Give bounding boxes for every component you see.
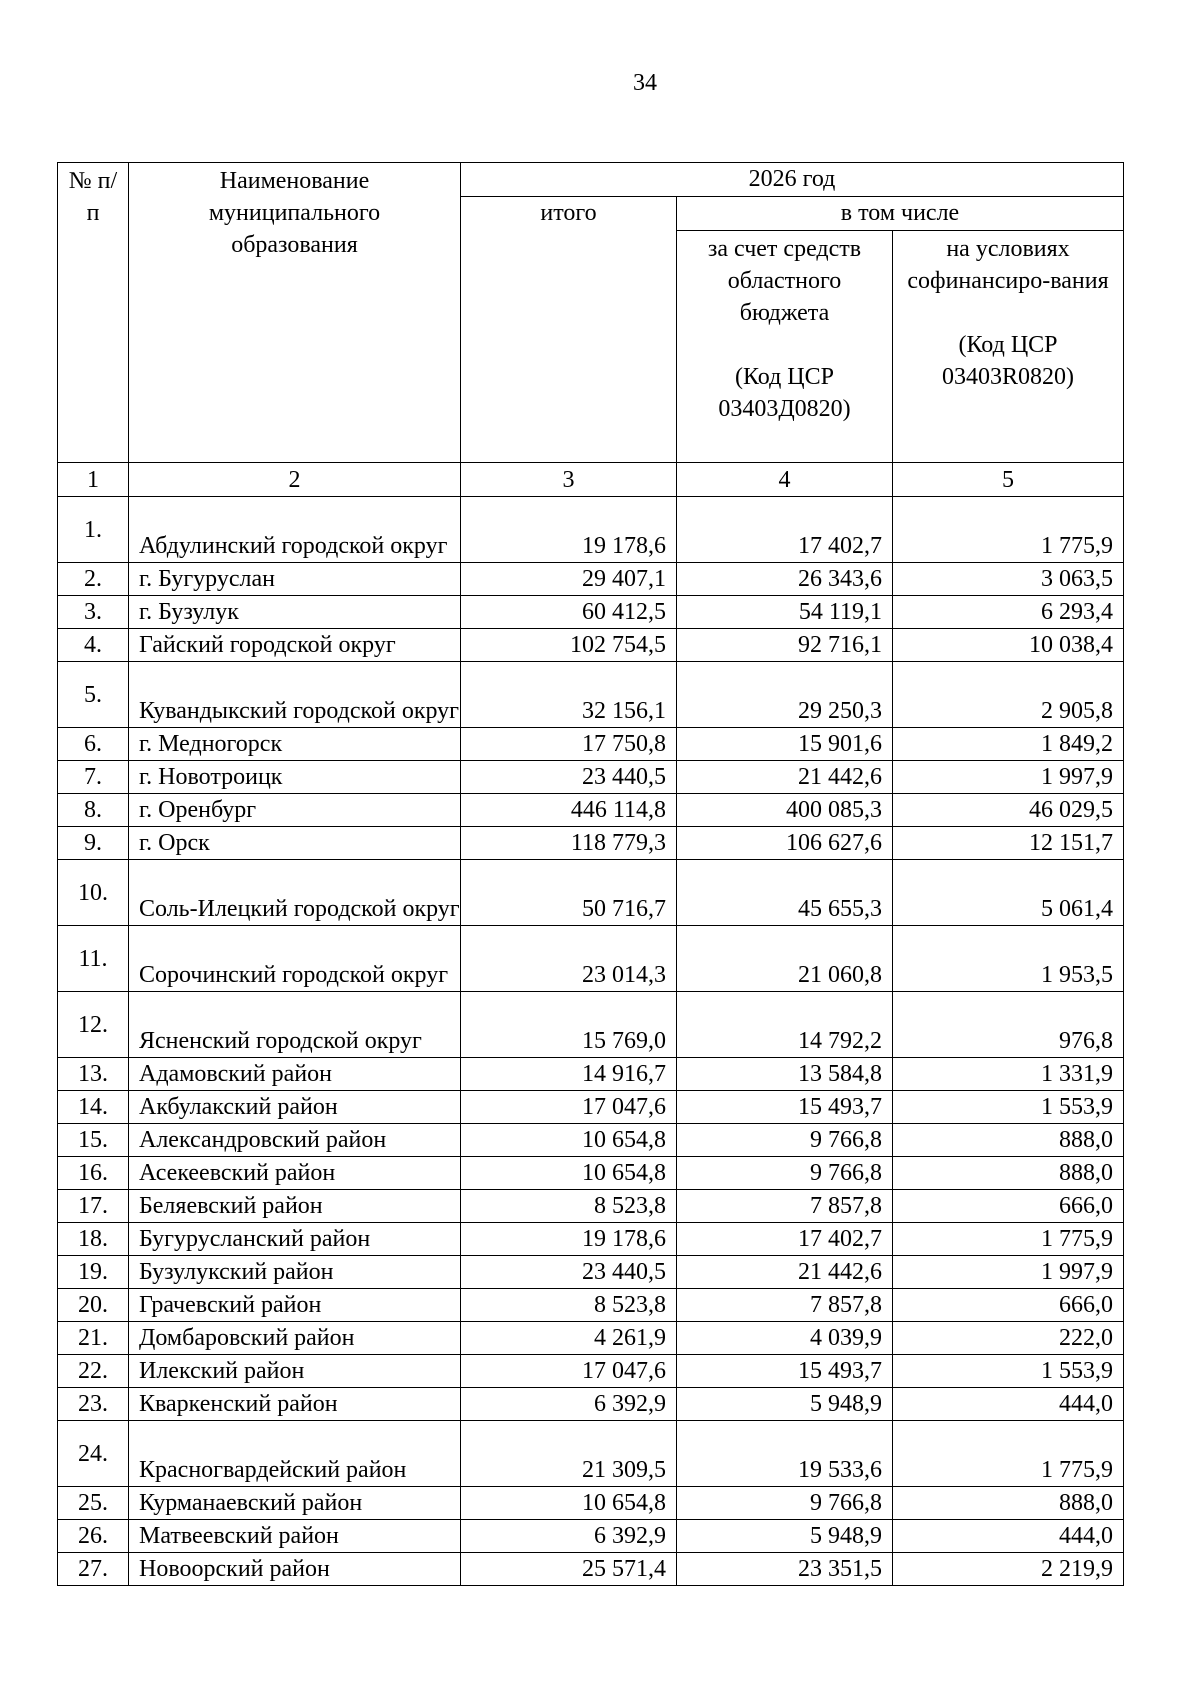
cofinancing-value: 1 849,2 [893, 728, 1124, 761]
total-value: 25 571,4 [461, 1553, 677, 1586]
header-no: № п/п [58, 163, 129, 463]
table-row [58, 1124, 1124, 1157]
row-number: 22. [58, 1355, 129, 1388]
row-number: 6. [58, 728, 129, 761]
municipality-name: Ясненский городской округ [129, 992, 461, 1058]
cofinancing-value: 888,0 [893, 1124, 1124, 1157]
municipality-name: Бугурусланский район [129, 1223, 461, 1256]
total-value: 17 750,8 [461, 728, 677, 761]
cofinancing-value: 46 029,5 [893, 794, 1124, 827]
table-row [58, 662, 1124, 728]
regional-budget-value: 9 766,8 [677, 1124, 893, 1157]
regional-budget-value: 5 948,9 [677, 1520, 893, 1553]
regional-budget-value: 13 584,8 [677, 1058, 893, 1091]
total-value: 17 047,6 [461, 1091, 677, 1124]
municipality-name: Грачевский район [129, 1289, 461, 1322]
table-row [58, 596, 1124, 629]
regional-budget-value: 9 766,8 [677, 1157, 893, 1190]
regional-budget-value: 17 402,7 [677, 1223, 893, 1256]
total-value: 23 014,3 [461, 926, 677, 992]
cofinancing-value: 666,0 [893, 1190, 1124, 1223]
total-value: 60 412,5 [461, 596, 677, 629]
municipality-name: Соль-Илецкий городской округ [129, 860, 461, 926]
row-number: 2. [58, 563, 129, 596]
total-value: 32 156,1 [461, 662, 677, 728]
row-number: 20. [58, 1289, 129, 1322]
municipality-name: г. Медногорск [129, 728, 461, 761]
header-including: в том числе [677, 197, 1124, 231]
header-year: 2026 год [461, 163, 1124, 197]
total-value: 6 392,9 [461, 1520, 677, 1553]
cofinancing-value: 444,0 [893, 1388, 1124, 1421]
total-value: 19 178,6 [461, 497, 677, 563]
regional-budget-value: 54 119,1 [677, 596, 893, 629]
row-number: 25. [58, 1487, 129, 1520]
page-number: 34 [633, 70, 657, 96]
column-number: 4 [677, 463, 893, 497]
budget-table [57, 162, 1124, 1586]
row-number: 4. [58, 629, 129, 662]
regional-budget-value: 15 493,7 [677, 1355, 893, 1388]
cofinancing-value: 444,0 [893, 1520, 1124, 1553]
table-row [58, 761, 1124, 794]
total-value: 446 114,8 [461, 794, 677, 827]
row-number: 19. [58, 1256, 129, 1289]
municipality-name: Сорочинский городской округ [129, 926, 461, 992]
row-number: 9. [58, 827, 129, 860]
cofinancing-value: 1 331,9 [893, 1058, 1124, 1091]
regional-budget-value: 19 533,6 [677, 1421, 893, 1487]
table-row [58, 1487, 1124, 1520]
table-row [58, 1322, 1124, 1355]
table-row [58, 1058, 1124, 1091]
table-row [58, 1553, 1124, 1586]
municipality-name: Домбаровский район [129, 1322, 461, 1355]
row-number: 11. [58, 926, 129, 992]
total-value: 8 523,8 [461, 1289, 677, 1322]
header-regional-code: (Код ЦСР 03403Д0820) [718, 364, 851, 422]
regional-budget-value: 9 766,8 [677, 1487, 893, 1520]
cofinancing-value: 5 061,4 [893, 860, 1124, 926]
table-row [58, 794, 1124, 827]
row-number: 5. [58, 662, 129, 728]
total-value: 6 392,9 [461, 1388, 677, 1421]
table-row [58, 728, 1124, 761]
header-regional [677, 231, 893, 463]
regional-budget-value: 21 060,8 [677, 926, 893, 992]
row-number: 3. [58, 596, 129, 629]
total-value: 14 916,7 [461, 1058, 677, 1091]
regional-budget-value: 14 792,2 [677, 992, 893, 1058]
cofinancing-value: 2 905,8 [893, 662, 1124, 728]
cofinancing-value: 3 063,5 [893, 563, 1124, 596]
table-row [58, 827, 1124, 860]
regional-budget-value: 26 343,6 [677, 563, 893, 596]
column-number: 1 [58, 463, 129, 497]
table-row [58, 1421, 1124, 1487]
cofinancing-value: 1 775,9 [893, 497, 1124, 563]
row-number: 18. [58, 1223, 129, 1256]
total-value: 23 440,5 [461, 761, 677, 794]
table-row [58, 497, 1124, 563]
cofinancing-value: 1 997,9 [893, 1256, 1124, 1289]
header-name: Наименование муниципального образования [129, 163, 461, 463]
row-number: 10. [58, 860, 129, 926]
municipality-name: Кваркенский район [129, 1388, 461, 1421]
municipality-name: Кувандыкский городской округ [129, 662, 461, 728]
row-number: 23. [58, 1388, 129, 1421]
municipality-name: г. Бугуруслан [129, 563, 461, 596]
municipality-name: Гайский городской округ [129, 629, 461, 662]
table-row [58, 1223, 1124, 1256]
municipality-name: Акбулакский район [129, 1091, 461, 1124]
total-value: 21 309,5 [461, 1421, 677, 1487]
header-cofin [893, 231, 1124, 463]
table-row [58, 992, 1124, 1058]
regional-budget-value: 15 901,6 [677, 728, 893, 761]
total-value: 23 440,5 [461, 1256, 677, 1289]
row-number: 1. [58, 497, 129, 563]
regional-budget-value: 106 627,6 [677, 827, 893, 860]
table-row [58, 563, 1124, 596]
regional-budget-value: 29 250,3 [677, 662, 893, 728]
regional-budget-value: 45 655,3 [677, 860, 893, 926]
table-row [58, 1355, 1124, 1388]
municipality-name: Асекеевский район [129, 1157, 461, 1190]
row-number: 12. [58, 992, 129, 1058]
cofinancing-value: 976,8 [893, 992, 1124, 1058]
regional-budget-value: 23 351,5 [677, 1553, 893, 1586]
table-row [58, 860, 1124, 926]
municipality-name: Новоорский район [129, 1553, 461, 1586]
total-value: 15 769,0 [461, 992, 677, 1058]
cofinancing-value: 666,0 [893, 1289, 1124, 1322]
regional-budget-value: 17 402,7 [677, 497, 893, 563]
regional-budget-value: 5 948,9 [677, 1388, 893, 1421]
row-number: 14. [58, 1091, 129, 1124]
cofinancing-value: 12 151,7 [893, 827, 1124, 860]
row-number: 27. [58, 1553, 129, 1586]
column-number: 3 [461, 463, 677, 497]
total-value: 29 407,1 [461, 563, 677, 596]
cofinancing-value: 10 038,4 [893, 629, 1124, 662]
table-row [58, 629, 1124, 662]
total-value: 50 716,7 [461, 860, 677, 926]
regional-budget-value: 21 442,6 [677, 1256, 893, 1289]
row-number: 16. [58, 1157, 129, 1190]
table-row [58, 1256, 1124, 1289]
total-value: 4 261,9 [461, 1322, 677, 1355]
row-number: 24. [58, 1421, 129, 1487]
cofinancing-value: 888,0 [893, 1157, 1124, 1190]
municipality-name: Бузулукский район [129, 1256, 461, 1289]
regional-budget-value: 7 857,8 [677, 1190, 893, 1223]
header-total: итого [461, 197, 677, 463]
municipality-name: Беляевский район [129, 1190, 461, 1223]
municipality-name: г. Бузулук [129, 596, 461, 629]
total-value: 17 047,6 [461, 1355, 677, 1388]
cofinancing-value: 1 953,5 [893, 926, 1124, 992]
header-regional-label: за счет средств областного бюджета [707, 236, 862, 326]
cofinancing-value: 6 293,4 [893, 596, 1124, 629]
table-row [58, 1190, 1124, 1223]
column-number: 2 [129, 463, 461, 497]
table-body [58, 497, 1124, 1586]
municipality-name: г. Новотроицк [129, 761, 461, 794]
regional-budget-value: 92 716,1 [677, 629, 893, 662]
municipality-name: Александровский район [129, 1124, 461, 1157]
municipality-name: Курманаевский район [129, 1487, 461, 1520]
regional-budget-value: 400 085,3 [677, 794, 893, 827]
row-number: 15. [58, 1124, 129, 1157]
table-row [58, 1388, 1124, 1421]
cofinancing-value: 222,0 [893, 1322, 1124, 1355]
table-row [58, 1091, 1124, 1124]
row-number: 8. [58, 794, 129, 827]
row-number: 13. [58, 1058, 129, 1091]
row-number: 17. [58, 1190, 129, 1223]
table-row [58, 1289, 1124, 1322]
cofinancing-value: 1 553,9 [893, 1091, 1124, 1124]
total-value: 102 754,5 [461, 629, 677, 662]
total-value: 10 654,8 [461, 1124, 677, 1157]
row-number: 7. [58, 761, 129, 794]
row-number: 26. [58, 1520, 129, 1553]
cofinancing-value: 1 553,9 [893, 1355, 1124, 1388]
total-value: 10 654,8 [461, 1487, 677, 1520]
municipality-name: Абдулинский городской округ [129, 497, 461, 563]
column-number: 5 [893, 463, 1124, 497]
municipality-name: Адамовский район [129, 1058, 461, 1091]
cofinancing-value: 1 775,9 [893, 1223, 1124, 1256]
municipality-name: г. Орск [129, 827, 461, 860]
table-row [58, 1157, 1124, 1190]
municipality-name: Красногвардейский район [129, 1421, 461, 1487]
table-row [58, 926, 1124, 992]
regional-budget-value: 21 442,6 [677, 761, 893, 794]
regional-budget-value: 7 857,8 [677, 1289, 893, 1322]
regional-budget-value: 15 493,7 [677, 1091, 893, 1124]
total-value: 8 523,8 [461, 1190, 677, 1223]
cofinancing-value: 888,0 [893, 1487, 1124, 1520]
total-value: 118 779,3 [461, 827, 677, 860]
header-cofin-label: на условиях софинансиро-вания [907, 236, 1109, 294]
municipality-name: г. Оренбург [129, 794, 461, 827]
cofinancing-value: 1 997,9 [893, 761, 1124, 794]
row-number: 21. [58, 1322, 129, 1355]
municipality-name: Матвеевский район [129, 1520, 461, 1553]
total-value: 10 654,8 [461, 1157, 677, 1190]
header-cofin-code: (Код ЦСР 03403R0820) [942, 332, 1074, 390]
table-row [58, 1520, 1124, 1553]
cofinancing-value: 2 219,9 [893, 1553, 1124, 1586]
total-value: 19 178,6 [461, 1223, 677, 1256]
municipality-name: Илекский район [129, 1355, 461, 1388]
cofinancing-value: 1 775,9 [893, 1421, 1124, 1487]
regional-budget-value: 4 039,9 [677, 1322, 893, 1355]
